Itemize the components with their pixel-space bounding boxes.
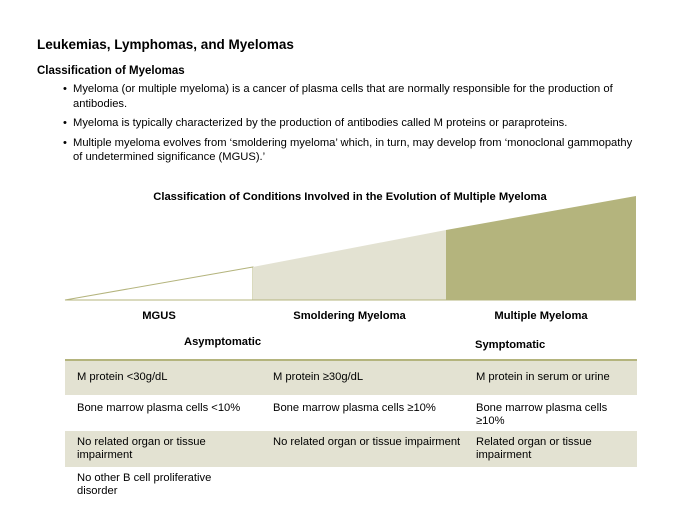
stage-label-smoldering: Smoldering Myeloma xyxy=(293,310,406,322)
table-cell: No other B cell proliferative disorder xyxy=(77,472,212,497)
table-row xyxy=(65,431,637,467)
table-cell xyxy=(235,467,438,505)
table-row xyxy=(65,395,637,431)
table-cell: M protein <30g/dL xyxy=(77,371,168,383)
wedge-multiple-segment xyxy=(446,196,636,300)
wedge-smoldering-segment xyxy=(253,230,446,300)
table-cell: No related organ or tissue impairment xyxy=(77,436,206,461)
page-title: Leukemias, Lymphomas, and Myelomas xyxy=(37,37,294,52)
bullet-item: • Myeloma is typically characterized by the production of antibodies called M proteins or paraproteins. xyxy=(63,116,638,131)
criteria-table xyxy=(65,359,637,505)
group-label-asymptomatic: Asymptomatic xyxy=(184,336,262,348)
table-row xyxy=(65,467,637,505)
table-cell: Bone marrow plasma cells <10% xyxy=(77,402,241,414)
table-cell: Related organ or tissue impairment xyxy=(476,436,592,461)
table-row xyxy=(65,359,637,395)
table-cell: M protein in serum or urine xyxy=(476,371,610,383)
table-cell: M protein ≥30g/dL xyxy=(273,371,364,383)
diagram-title: Classification of Conditions Involved in the Evolution of Multiple Myeloma xyxy=(153,191,547,203)
group-label-symptomatic: Symptomatic xyxy=(475,339,546,351)
table-cell: Bone marrow plasma cells ≥10% xyxy=(476,402,608,427)
stage-label-multiple: Multiple Myeloma xyxy=(494,310,588,322)
wedge-mgus-segment xyxy=(65,267,253,300)
bullet-item: • Multiple myeloma evolves from ‘smoldering myeloma’ which, in turn, may develop from ‘monoclonal gammopathy of undetermined significance (MGUS).’ xyxy=(63,136,638,165)
section-subtitle: Classification of Myelomas xyxy=(37,65,185,77)
table-cell xyxy=(438,467,611,505)
table-cell: Bone marrow plasma cells ≥10% xyxy=(273,402,436,414)
table-cell: No related organ or tissue impairment xyxy=(273,436,461,448)
bullet-item: • Myeloma (or multiple myeloma) is a cancer of plasma cells that are normally responsible for the production of antibodies. xyxy=(63,82,638,111)
stage-label-mgus: MGUS xyxy=(142,310,176,322)
